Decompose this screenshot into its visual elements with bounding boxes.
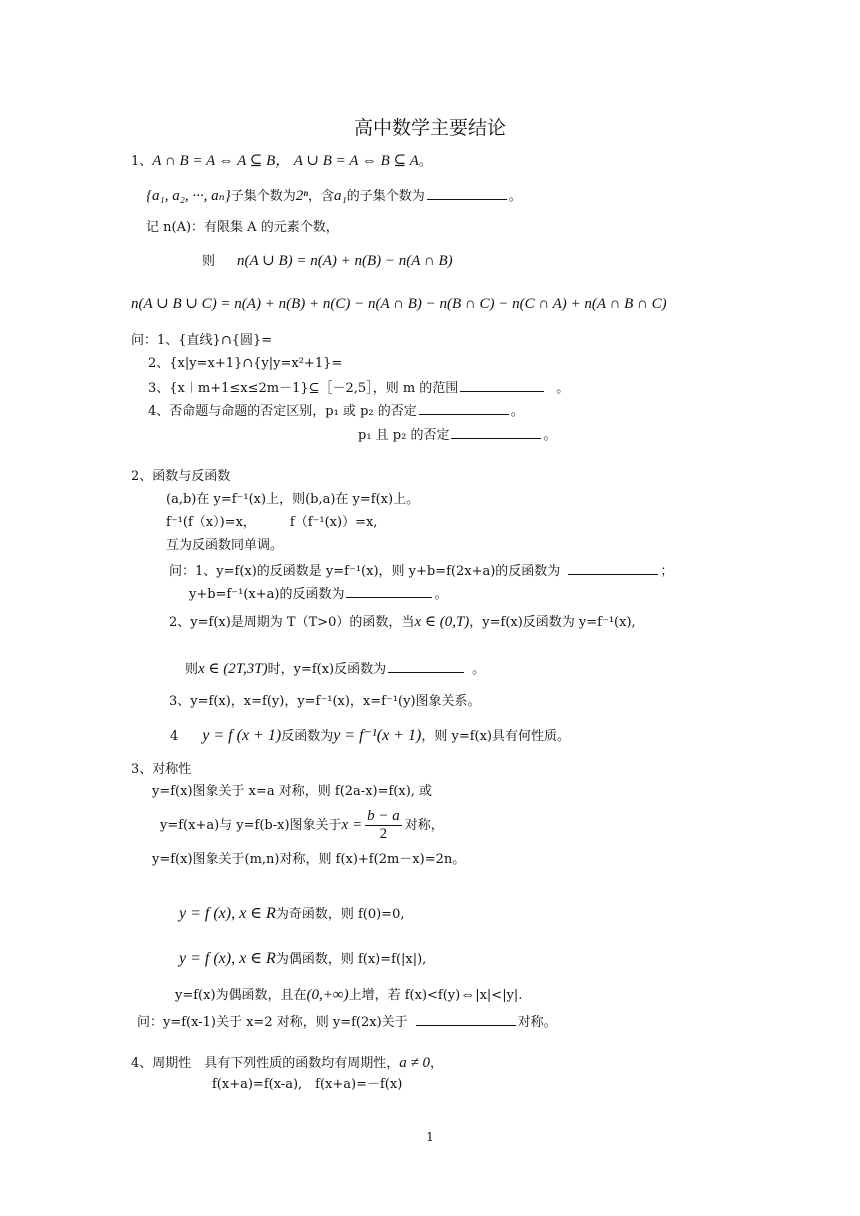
- s3-line-3: y=f(x)图象关于(m,n)对称，则 f(x)+f(2m－x)=2n。: [152, 852, 466, 867]
- s3-line-2: y=f(x+a)与 y=f(b-x)图象关于x = $\frac{b - a}{2}$ 对称，: [160, 808, 444, 842]
- blank: [346, 584, 432, 598]
- s1-question-1: 问：1、{直线}∩{圆}=: [131, 333, 273, 348]
- s1-question-2: 2、{x|y=x+1}∩{y|y=x²+1}=: [148, 356, 343, 371]
- blank: [419, 401, 509, 415]
- s4-line-1: f(x+a)=f(x-a), f(x+a)=－f(x): [212, 1077, 403, 1092]
- blank: [460, 378, 544, 392]
- page-number: 1: [426, 1130, 434, 1144]
- blank: [568, 561, 658, 575]
- blank: [427, 186, 507, 200]
- blank: [451, 425, 541, 439]
- blank: [388, 659, 464, 673]
- fraction: $\frac{b - a}{2}$: [367, 808, 400, 842]
- s1-line-2: {a₁, a₂, ···, aₙ}子集个数为2ⁿ，含a₁的子集个数为 。: [146, 188, 522, 204]
- s1-question-4b: p₁ 且 p₂ 的否定 。: [358, 425, 556, 444]
- s2-question-1b: y+b=f⁻¹(x+a)的反函数为 。: [189, 584, 447, 603]
- s2-question-1: 问：1、y=f(x)的反函数是 y=f⁻¹(x)，则 y+b=f(2x+a)的反函数为 ；: [169, 561, 673, 580]
- s1-question-4: 4、否命题与命题的否定区别，p₁ 或 p₂ 的否定 。: [148, 401, 524, 420]
- s2-line-2: f⁻¹(f（x）)=x， f（f⁻¹(x)）=x,: [166, 515, 378, 530]
- page-title: 高中数学主要结论: [353, 117, 506, 139]
- s2-question-2: 2、y=f(x)是周期为 T（T>0）的函数，当x ∈ (0,T)，y=f(x)反函数为 y=f⁻¹(x),: [169, 614, 636, 630]
- s4-heading: 4、周期性 具有下列性质的函数均有周期性，a ≠ 0，: [131, 1055, 444, 1071]
- s1-question-3: 3、{x︱m+1≤x≤2m－1}⊆［－2,5］，则 m 的范围 。: [148, 378, 569, 397]
- s2-line-1: (a,b)在 y=f⁻¹(x)上，则(b,a)在 y=f(x)上。: [166, 492, 420, 507]
- s2-question-4: 4 y = f (x + 1)反函数为y = f⁻¹(x + 1)，则 y=f(x)具有何性质。: [170, 727, 570, 744]
- s1-line-3: 记 n(A)：有限集 A 的元素个数，: [146, 220, 339, 235]
- s2-question-3: 3、y=f(x)，x=f(y)，y=f⁻¹(x)，x=f⁻¹(y)图象关系。: [169, 694, 481, 709]
- s3-heading: 3、对称性: [131, 762, 192, 777]
- s2-question-2b: 则x ∈ (2T,3T)时，y=f(x)反函数为 。: [185, 661, 486, 677]
- s3-line-5: y = f (x), x ∈ R为偶函数，则 f(x)=f(|x|),: [179, 950, 427, 967]
- s2-line-3: 互为反函数同单调。: [166, 538, 284, 553]
- s3-question: 问：y=f(x-1)关于 x=2 对称，则 y=f(2x)关于 对称。: [137, 1012, 557, 1031]
- s1-line-4: 则 n(A ∪ B) = n(A) + n(B) − n(A ∩ B): [202, 253, 453, 269]
- s2-heading: 2、函数与反函数: [131, 469, 231, 484]
- s1-line-1: 1、A ∩ B = A ⇔ A ⊆ B， A ∪ B = A ⇔ B ⊆ A。: [131, 153, 432, 169]
- s3-line-1: y=f(x)图象关于 x=a 对称，则 f(2a-x)=f(x), 或: [152, 784, 433, 799]
- s1-formula-3set: n(A ∪ B ∪ C) = n(A) + n(B) + n(C) − n(A ∩ B) − n(B ∩ C) − n(C ∩ A) + n(A ∩ B ∩ C): [131, 296, 667, 312]
- s3-line-6: y=f(x)为偶函数，且在(0,+∞)上增，若 f(x)<f(y)⇔|x|<|y|.: [175, 987, 523, 1003]
- s3-line-4: y = f (x), x ∈ R为奇函数，则 f(0)=0,: [179, 905, 405, 922]
- blank: [416, 1012, 516, 1026]
